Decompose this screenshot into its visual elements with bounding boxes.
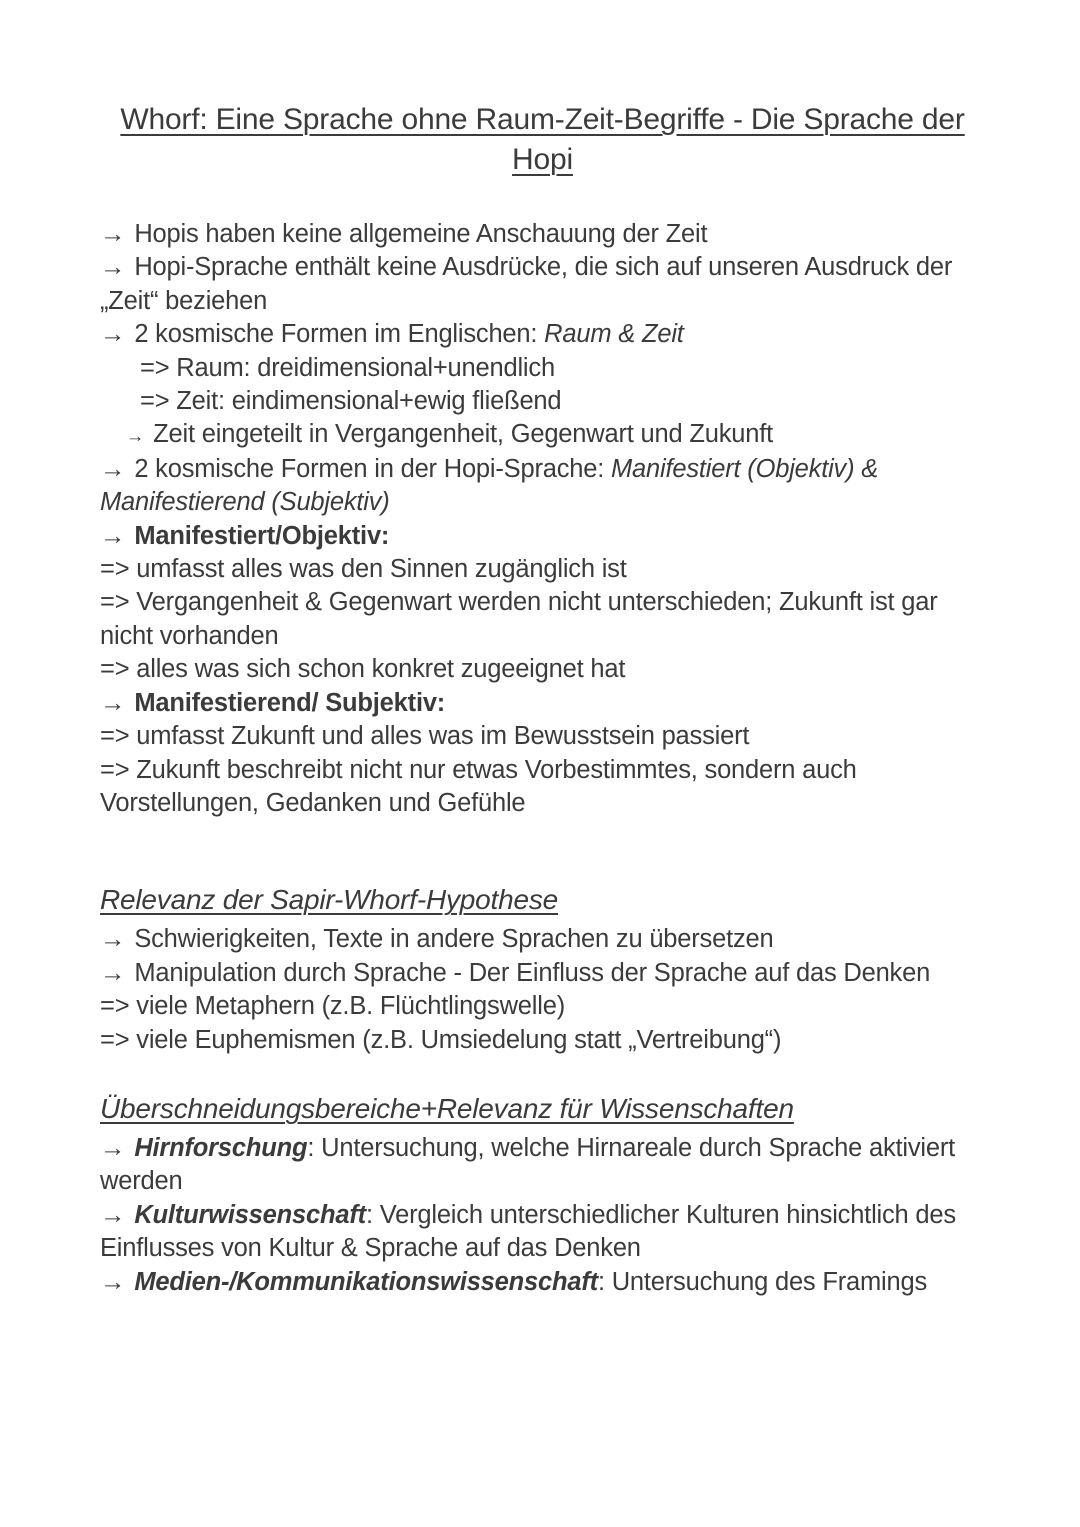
arrow-marker: → [100, 1133, 126, 1162]
text-line [100, 586, 985, 653]
text-segment: Hopis haben keine allgemeine Anschauung der Zeit [134, 220, 708, 248]
arrow-marker: → [100, 320, 126, 349]
text-line [100, 1266, 985, 1299]
text-segment: 2 kosmische Formen in der Hopi-Sprache: [134, 454, 612, 483]
text-line [100, 923, 985, 956]
text-segment: Schwierigkeiten, Texte in andere Sprachen zu übersetzen [134, 925, 774, 954]
document-body [100, 218, 985, 1299]
section [100, 218, 985, 820]
text-segment: 2 kosmische Formen im Englischen: [134, 320, 545, 349]
section-heading: Relevanz der Sapir-Whorf-Hypothese [100, 884, 559, 916]
text-segment: => viele Metaphern (z.B. Flüchtlingswelle) [100, 992, 565, 1021]
section [100, 1091, 985, 1299]
arrow-marker: → [100, 925, 126, 954]
text-line [100, 957, 985, 990]
text-segment: => viele Euphemismen (z.B. Umsiedelung statt „Vertreibung“) [100, 1025, 782, 1054]
text-segment: : Untersuchung des Framings [597, 1267, 928, 1296]
text-line [100, 687, 985, 720]
text-segment: => Raum: dreidimensional+unendlich [140, 353, 555, 382]
text-segment: Manifestiert (Objektiv) & Manifestierend (Subjektiv) [100, 454, 879, 517]
text-segment: => Vergangenheit & Gegenwart werden nicht unterschieden; Zukunft ist gar nicht vorhanden [100, 588, 938, 650]
text-segment: : Untersuchung, welche Hirnareale durch Sprache aktiviert werden [100, 1133, 956, 1196]
text-line [100, 1199, 985, 1266]
text-segment: Manifestierend/ Subjektiv: [134, 688, 446, 717]
arrow-marker: → [100, 1267, 126, 1296]
text-line [100, 653, 985, 686]
arrow-marker: → [100, 454, 126, 483]
text-segment: Manipulation durch Sprache - Der Einfluss der Sprache auf das Denken [134, 958, 931, 987]
text-segment: => umfasst alles was den Sinnen zugänglich ist [100, 555, 627, 584]
text-line [100, 1024, 985, 1057]
text-line [100, 1132, 985, 1199]
text-line [100, 453, 985, 520]
arrow-marker: → [100, 688, 126, 717]
text-segment: Raum & Zeit [544, 320, 684, 349]
arrow-marker: → [100, 220, 126, 248]
text-segment: => alles was sich schon konkret zugeeignet hat [100, 655, 626, 684]
arrow-marker: → [100, 1200, 126, 1229]
text-line [100, 754, 985, 821]
text-segment: Hirnforschung [134, 1133, 308, 1162]
small-arrow-marker: → [126, 425, 145, 447]
arrow-marker: → [100, 253, 126, 282]
text-line [100, 720, 985, 753]
text-line [100, 251, 985, 318]
text-segment: Kulturwissenschaft [134, 1200, 366, 1229]
arrow-marker: → [100, 521, 126, 550]
text-line [100, 318, 985, 351]
text-segment: : Vergleich unterschiedlicher Kulturen hinsichtlich des Einflusses von Kultur & Sprache auf das Denken [100, 1200, 956, 1263]
document-content [100, 100, 985, 1299]
text-segment: Medien-/Kommunikationswissenschaft [134, 1267, 598, 1296]
text-segment: Manifestiert/Objektiv: [134, 521, 390, 550]
text-segment: => Zeit: eindimensional+ewig fließend [140, 387, 562, 416]
text-segment: => umfasst Zukunft und alles was im Bewusstsein passiert [100, 722, 750, 751]
text-segment: Zeit eingeteilt in Vergangenheit, Gegenwart und Zukunft [153, 420, 773, 449]
section-heading: Überschneidungsbereiche+Relevanz für Wissenschaften [100, 1092, 794, 1124]
document-title: Whorf: Eine Sprache ohne Raum-Zeit-Begriffe - Die Sprache der Hopi [120, 103, 965, 176]
text-line [100, 385, 985, 418]
section [100, 882, 985, 1057]
text-line [100, 990, 985, 1023]
text-line [100, 520, 985, 553]
text-line [100, 218, 985, 251]
text-segment: => Zukunft beschreibt nicht nur etwas Vorbestimmtes, sondern auch Vorstellungen, Gedanken und Gefühle [100, 755, 857, 817]
text-line [100, 418, 985, 452]
text-line [100, 352, 985, 385]
text-line [100, 553, 985, 586]
arrow-marker: → [100, 958, 126, 987]
text-segment: Hopi-Sprache enthält keine Ausdrücke, die sich auf unseren Ausdruck der „Zeit“ beziehen [100, 253, 953, 315]
